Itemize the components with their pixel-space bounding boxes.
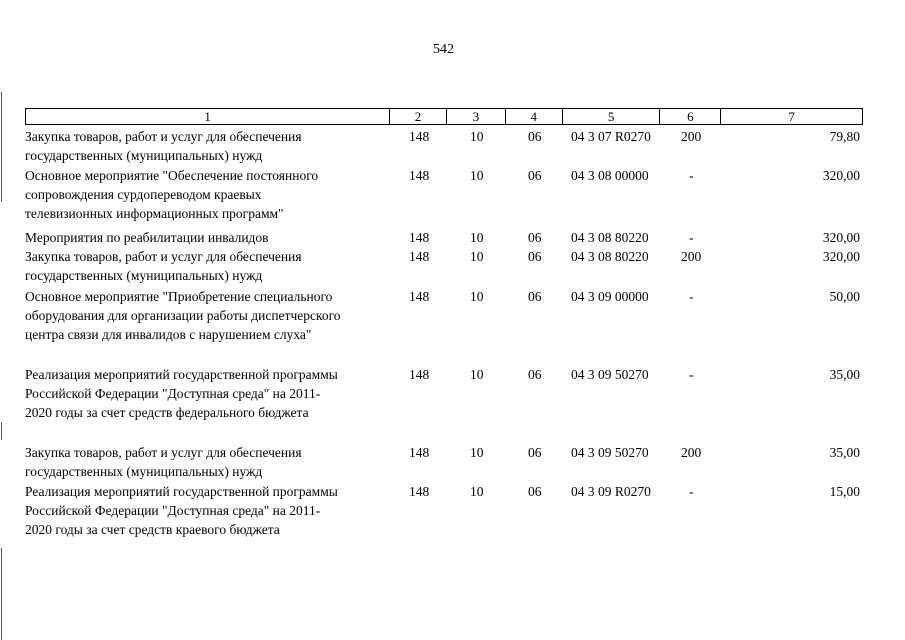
scan-edge-line xyxy=(1,92,2,202)
cell-expense-type: - xyxy=(689,230,694,245)
row-name xyxy=(25,482,395,539)
scan-edge-line xyxy=(1,548,2,640)
cell-amount: 50,00 xyxy=(829,289,860,304)
cell-ministry: 148 xyxy=(409,129,430,144)
header-cell-3: 3 xyxy=(447,109,506,124)
header-cell-7: 7 xyxy=(788,109,795,124)
cell-subsection: 06 xyxy=(528,129,542,144)
row-name xyxy=(25,365,395,422)
row-name-line: Закупка товаров, работ и услуг для обеспечения xyxy=(25,249,302,264)
row-name-line: государственных (муниципальных) нужд xyxy=(25,464,263,479)
header-cell-1: 1 xyxy=(26,109,390,124)
cell-ministry: 148 xyxy=(409,367,430,382)
row-name-line: государственных (муниципальных) нужд xyxy=(25,148,263,163)
row-name-line: государственных (муниципальных) нужд xyxy=(25,268,263,283)
row-name-line: 2020 годы за счет средств краевого бюджета xyxy=(25,522,280,537)
table-header xyxy=(25,108,863,125)
row-name-line: оборудования для организации работы диспетчерского xyxy=(25,308,341,323)
row-name xyxy=(25,127,395,165)
cell-subsection: 06 xyxy=(528,367,542,382)
row-name-line: Основное мероприятие "Обеспечение постоянного xyxy=(25,168,319,183)
cell-subsection: 06 xyxy=(528,445,542,460)
header-cell-6: 6 xyxy=(660,109,721,124)
cell-section: 10 xyxy=(470,129,484,144)
cell-amount: 320,00 xyxy=(822,168,860,183)
cell-target-article: 04 3 08 00000 xyxy=(571,168,649,183)
cell-section: 10 xyxy=(470,249,484,264)
row-name xyxy=(25,228,395,247)
cell-subsection: 06 xyxy=(528,289,542,304)
cell-target-article: 04 3 09 R0270 xyxy=(571,484,651,499)
cell-expense-type: - xyxy=(689,484,694,499)
cell-ministry: 148 xyxy=(409,230,430,245)
cell-subsection: 06 xyxy=(528,484,542,499)
cell-section: 10 xyxy=(470,289,484,304)
cell-expense-type: 200 xyxy=(681,129,702,144)
cell-ministry: 148 xyxy=(409,289,430,304)
header-cell-2: 2 xyxy=(390,109,447,124)
cell-subsection: 06 xyxy=(528,249,542,264)
cell-expense-type: 200 xyxy=(681,249,702,264)
cell-amount: 320,00 xyxy=(822,230,860,245)
row-name-line: телевизионных информационных программ" xyxy=(25,206,284,221)
cell-ministry: 148 xyxy=(409,484,430,499)
row-name-line: Российской Федерации "Доступная среда" на 2011- xyxy=(25,386,321,401)
row-name xyxy=(25,287,395,344)
cell-target-article: 04 3 08 80220 xyxy=(571,230,649,245)
row-name-line: сопровождения сурдопереводом краевых xyxy=(25,187,262,202)
row-name-line: Основное мероприятие "Приобретение специального xyxy=(25,289,333,304)
cell-ministry: 148 xyxy=(409,445,430,460)
cell-section: 10 xyxy=(470,168,484,183)
row-name-line: 2020 годы за счет средств федерального бюджета xyxy=(25,405,309,420)
cell-ministry: 148 xyxy=(409,249,430,264)
cell-amount: 320,00 xyxy=(822,249,860,264)
row-name-line: Закупка товаров, работ и услуг для обеспечения xyxy=(25,129,302,144)
row-name xyxy=(25,166,395,223)
cell-expense-type: - xyxy=(689,367,694,382)
row-name-line: Мероприятия по реабилитации инвалидов xyxy=(25,230,269,245)
cell-section: 10 xyxy=(470,445,484,460)
cell-section: 10 xyxy=(470,230,484,245)
cell-expense-type: 200 xyxy=(681,445,702,460)
cell-amount: 35,00 xyxy=(829,445,860,460)
header-cell-5: 5 xyxy=(563,109,661,124)
scan-edge-line xyxy=(1,422,2,440)
cell-target-article: 04 3 08 80220 xyxy=(571,249,649,264)
row-name-line: Российской Федерации "Доступная среда" на 2011- xyxy=(25,503,321,518)
cell-amount: 15,00 xyxy=(829,484,860,499)
row-name-line: Реализация мероприятий государственной программы xyxy=(25,367,338,382)
cell-ministry: 148 xyxy=(409,168,430,183)
page-number: 542 xyxy=(433,42,454,57)
cell-target-article: 04 3 09 50270 xyxy=(571,445,649,460)
cell-amount: 79,80 xyxy=(829,129,860,144)
cell-target-article: 04 3 09 00000 xyxy=(571,289,649,304)
header-cell-4: 4 xyxy=(506,109,563,124)
cell-expense-type: - xyxy=(689,289,694,304)
cell-section: 10 xyxy=(470,367,484,382)
row-name xyxy=(25,443,395,481)
cell-subsection: 06 xyxy=(528,230,542,245)
cell-target-article: 04 3 09 50270 xyxy=(571,367,649,382)
cell-target-article: 04 3 07 R0270 xyxy=(571,129,651,144)
row-name-line: центра связи для инвалидов с нарушением слуха" xyxy=(25,327,312,342)
cell-expense-type: - xyxy=(689,168,694,183)
cell-section: 10 xyxy=(470,484,484,499)
row-name xyxy=(25,247,395,285)
cell-amount: 35,00 xyxy=(829,367,860,382)
row-name-line: Закупка товаров, работ и услуг для обеспечения xyxy=(25,445,302,460)
row-name-line: Реализация мероприятий государственной программы xyxy=(25,484,338,499)
cell-subsection: 06 xyxy=(528,168,542,183)
